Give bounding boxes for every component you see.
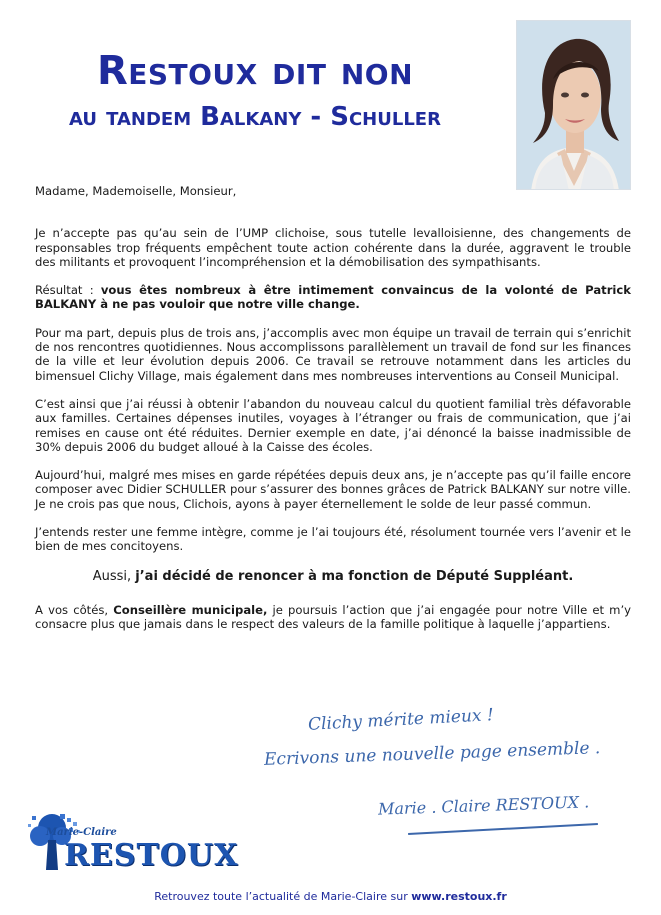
paragraph-7-end: je poursuis l’action que j’ai engagée pour notre Ville et m’y consacre plus que jamais dans le respect des valeurs de la famille politique à laquelle j’appartiens.	[35, 602, 632, 631]
paragraph-4: C’est ainsi que j’ai réussi à obtenir l’abandon du nouveau calcul du quotient familial très défavorable aux familles. Certaines dépenses inutiles, voyages à l’étranger ou frais de communication, que j’ai remises en cause ont été réduites. Dernier exemple en date, j’ai dénoncé la baisse inadmissible de 30% depuis 2006 du budget alloué à la Caisse des écoles.	[35, 396, 631, 454]
paragraph-7-role: Conseillère municipale,	[113, 602, 268, 617]
decision-statement	[35, 568, 631, 585]
handwritten-line-2: Ecrivons une nouvelle page ensemble .	[263, 738, 601, 770]
signature-underline	[408, 823, 598, 835]
decision-text: j’ai décidé de renoncer à ma fonction de Député Suppléant.	[135, 568, 574, 584]
footer-url: www.restoux.fr	[411, 890, 507, 903]
paragraph-5: Aujourd’hui, malgré mes mises en garde répétées depuis deux ans, je n’accepte pas qu’il faille encore composer avec Didier SCHULLER pour s’assurer des bonnes grâces de Patrick BALKANY sur notre ville. Je ne crois pas que nous, Clichois, ayons à payer éternellement le solde de leur passé commun.	[35, 468, 631, 511]
paragraph-3: Pour ma part, depuis plus de trois ans, j’accomplis avec mon équipe un travail de terrain qui s’enrichit de nos rencontres quotidiennes. Nous accomplissons parallèlement un travail de fond sur les finances de la ville et leur évolution depuis 2006. Ce travail se retrouve notamment dans les articles du bimensuel Clichy Village, mais également dans mes nombreuses interventions au Conseil Municipal.	[35, 325, 631, 383]
footer	[0, 890, 661, 903]
paragraph-result	[35, 283, 631, 312]
result-statement: vous êtes nombreux à être intimement convaincus de la volonté de Patrick BALKANY à ne pas vouloir que notre ville change.	[35, 283, 631, 312]
footer-text: Retrouvez toute l’actualité de Marie-Claire sur	[154, 890, 408, 903]
paragraph-7	[35, 603, 631, 632]
handwritten-note	[240, 700, 640, 850]
paragraph-1: Je n’accepte pas qu’au sein de l’UMP clichoise, sous tutelle levalloisienne, des changements de responsables trop fréquents empêchent toute action cohérente dans la durée, aggravent le trouble des militants et provoquent l’incompréhension et la démobilisation des sympathisants.	[35, 226, 631, 269]
letter-body	[35, 184, 631, 645]
handwritten-line-1: Clichy mérite mieux !	[307, 705, 495, 735]
paragraph-6: J’entends rester une femme intègre, comme je l’ai toujours été, résolument tournée vers l’avenir et le bien de mes concitoyens.	[35, 525, 631, 554]
handwritten-signature: Marie . Claire RESTOUX .	[377, 792, 590, 819]
title-line-2: au tandem Balkany - Schuller	[69, 102, 441, 132]
logo-last-name: RESTOUX	[64, 838, 239, 873]
paragraph-7-start: A vos côtés,	[35, 602, 109, 617]
result-label: Résultat :	[35, 283, 94, 298]
portrait-illustration	[517, 21, 631, 190]
restoux-logo	[26, 806, 239, 886]
decision-prefix: Aussi,	[92, 568, 132, 584]
portrait-photo	[516, 20, 631, 190]
title-line-1: Restoux dit non	[96, 48, 414, 94]
logo-first-name: Marie-Claire	[46, 827, 117, 838]
letter-greeting: Madame, Mademoiselle, Monsieur,	[35, 184, 237, 198]
